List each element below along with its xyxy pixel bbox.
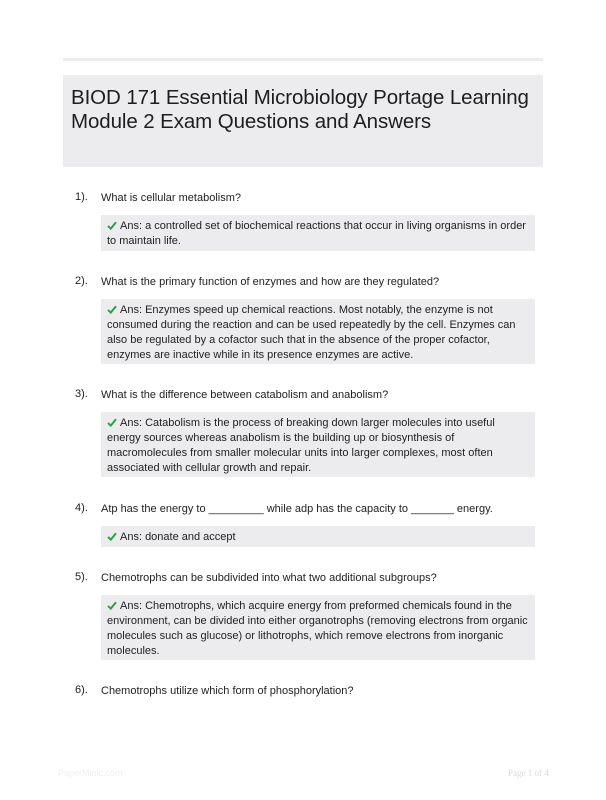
footer-watermark: PaperMinic.com	[58, 768, 123, 778]
question-number: 4).	[75, 502, 88, 514]
question-number: 2).	[75, 275, 88, 287]
question-text: What is the primary function of enzymes and how are they regulated?	[101, 276, 440, 288]
answer-box	[101, 412, 535, 477]
question-number: 6).	[75, 684, 88, 696]
answer-text: Ans: Chemotrophs, which acquire energy from preformed chemicals found in the environment, can be divided into either organotrophs (removing electrons from organic molecules such as glucose) or lithotrophs, which remove electrons from inorganic molecules.	[107, 600, 528, 657]
question-text: Atp has the energy to _________ while adp has the capacity to _______ energy.	[101, 503, 493, 515]
answer-box	[101, 526, 535, 547]
answer-text: Ans: donate and accept	[120, 531, 236, 543]
checkmark-icon	[107, 219, 117, 234]
question-number: 1).	[75, 191, 88, 203]
answer-text: Ans: Enzymes speed up chemical reactions. Most notably, the enzyme is not consumed during the reaction and can be used repeatedly by the cell. Enzymes can also be regulated by a cofactor such that in the absence of the proper cofactor, enzymes are inactive while in its presence enzymes are active.	[107, 304, 516, 361]
page-number: Page 1 of 4	[508, 768, 549, 778]
checkmark-icon	[107, 416, 117, 431]
question-text: What is the difference between catabolism and anabolism?	[101, 389, 389, 401]
answer-box	[101, 299, 535, 364]
title-banner	[63, 75, 543, 167]
checkmark-icon	[107, 530, 117, 545]
question-number: 3).	[75, 388, 88, 400]
question-number: 5).	[75, 571, 88, 583]
page-title: BIOD 171 Essential Microbiology Portage Learning Module 2 Exam Questions and Answers	[71, 86, 529, 133]
answer-box	[101, 215, 535, 251]
checkmark-icon	[107, 599, 117, 614]
top-divider	[63, 58, 543, 61]
answer-box	[101, 595, 535, 660]
question-text: Chemotrophs can be subdivided into what two additional subgroups?	[101, 572, 437, 584]
answer-text: Ans: Catabolism is the process of breaking down larger molecules into useful energy sources whereas anabolism is the building up or biosynthesis of macromolecules from smaller molecular units into larger complexes, most often associated with cellular growth and repair.	[107, 417, 495, 474]
question-text: Chemotrophs utilize which form of phosphorylation?	[101, 685, 354, 697]
checkmark-icon	[107, 303, 117, 318]
answer-text: Ans: a controlled set of biochemical reactions that occur in living organisms in order to maintain life.	[107, 220, 526, 247]
question-text: What is cellular metabolism?	[101, 192, 241, 204]
